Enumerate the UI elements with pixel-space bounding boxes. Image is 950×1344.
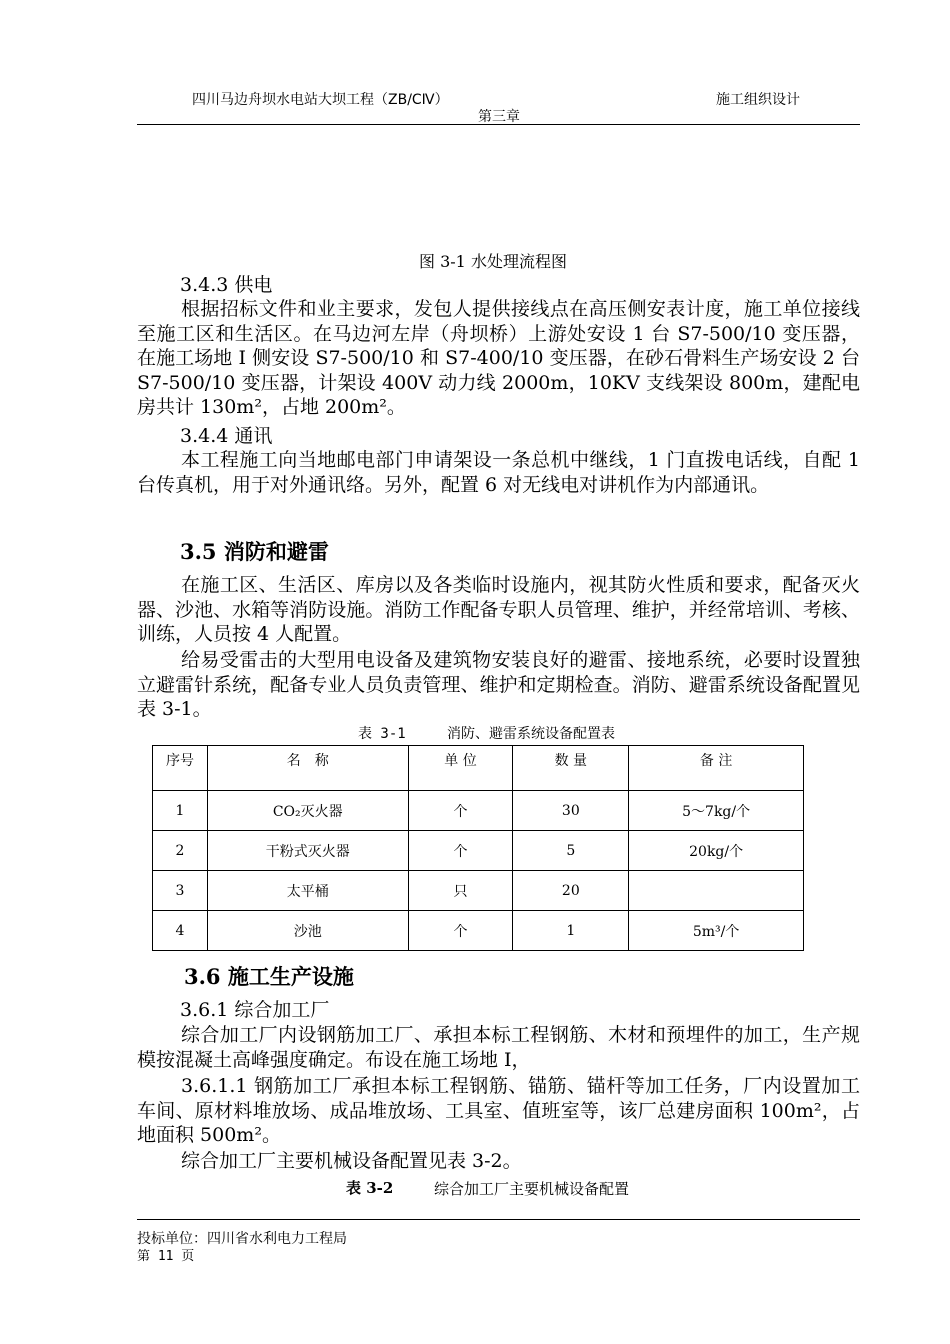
table-cell: 5 [513,831,629,871]
table-cell: 个 [408,791,513,831]
header-chapter: 第三章 [478,109,520,125]
section-heading-3-5: 3.5 消防和避雷 [180,539,329,564]
header-rule [137,124,860,125]
footer-bidder: 投标单位：四川省水利电力工程局 [137,1231,347,1247]
table-cell [629,871,804,911]
table-3-2-number: 表 3-2 [346,1179,394,1197]
paragraph-rebar-plant: 3.6.1.1 钢筋加工厂承担本标工程钢筋、锚筋、锚杆等加工任务，厂内设置加工车间、原材料堆放场、成品堆放场、工具室、值班室等，该厂总建房面积 100m²，占地面积 500m²。 [137,1075,860,1146]
table-cell: 20kg/个 [629,831,804,871]
section-heading-3-6: 3.6 施工生产设施 [184,964,354,989]
footer-page-number: 第 11 页 [137,1249,195,1264]
footer-rule [137,1219,860,1220]
equipment-table [152,745,804,951]
paragraph-equipment-reference: 综合加工厂主要机械设备配置见表 3-2。 [181,1150,522,1172]
paragraph-communication: 本工程施工向当地邮电部门申请架设一条总机中继线，1 门直拨电话线，自配 1 台传真机，用于对外通讯络。另外，配置 6 对无线电对讲机作为内部通讯。 [137,449,860,496]
section-heading-3-6-1: 3.6.1 综合加工厂 [180,999,330,1021]
figure-caption: 图 3-1 水处理流程图 [419,252,567,271]
table-3-1-title: 消防、避雷系统设备配置表 [447,726,615,742]
table-cell: 5～7kg/个 [629,791,804,831]
table-cell: CO₂灭火器 [207,791,408,831]
table-row [153,911,804,951]
table-cell: 5m³/个 [629,911,804,951]
table-3-2-title: 综合加工厂主要机械设备配置 [434,1180,630,1198]
paragraph-power-supply: 根据招标文件和业主要求，发包人提供接线点在高压侧安表计度，施工单位接线至施工区和生活区。在马边河左岸（舟坝桥）上游处安设 1 台 S7-500/10 变压器，在施工场地 I 侧安设 S7-500/10 和 S7-400/10 变压器，在砂石骨料生产场安设 2 台 S7-500/10 变压器，计架设 400V 动力线 2000m，10KV 支线架设 800m，建配电房共计 130m²，占地 200m²。 [137,298,860,418]
header-project-title: 四川马边舟坝水电站大坝工程（ZB/CⅣ） [192,92,449,108]
header-cell: 名 称 [207,746,408,791]
table-cell: 20 [513,871,629,911]
section-heading-3-4-3: 3.4.3 供电 [180,274,273,296]
header-cell: 单 位 [408,746,513,791]
table-cell: 2 [153,831,208,871]
paragraph-lightning-protection: 给易受雷击的大型用电设备及建筑物安装良好的避雷、接地系统，必要时设置独立避雷针系统，配备专业人员负责管理、维护和定期检查。消防、避雷系统设备配置见表 3-1。 [137,649,860,720]
table-cell: 沙池 [207,911,408,951]
table-cell: 30 [513,791,629,831]
table-cell: 个 [408,831,513,871]
paragraph-fire-protection: 在施工区、生活区、库房以及各类临时设施内，视其防火性质和要求，配备灭火器、沙池、水箱等消防设施。消防工作配备专职人员管理、维护，并经常培训、考核、训练，人员按 4 人配置。 [137,574,860,645]
table-3-1-number: 表 3-1 [358,726,406,742]
header-doc-type: 施工组织设计 [716,92,800,108]
paragraph-processing-plant: 综合加工厂内设钢筋加工厂、承担本标工程钢筋、木材和预埋件的加工，生产规模按混凝土高峰强度确定。布设在施工场地 I， [137,1024,860,1071]
header-cell: 序号 [153,746,208,791]
header-cell: 数 量 [513,746,629,791]
table-cell: 太平桶 [207,871,408,911]
table-cell: 个 [408,911,513,951]
table-cell: 只 [408,871,513,911]
section-heading-3-4-4: 3.4.4 通讯 [180,425,273,447]
table-cell: 1 [153,791,208,831]
header-cell: 备 注 [629,746,804,791]
table-row [153,831,804,871]
table-cell: 4 [153,911,208,951]
table-header-row [153,746,804,791]
table-cell: 3 [153,871,208,911]
table-row [153,791,804,831]
table-cell: 1 [513,911,629,951]
table-cell: 干粉式灭火器 [207,831,408,871]
table-row [153,871,804,911]
